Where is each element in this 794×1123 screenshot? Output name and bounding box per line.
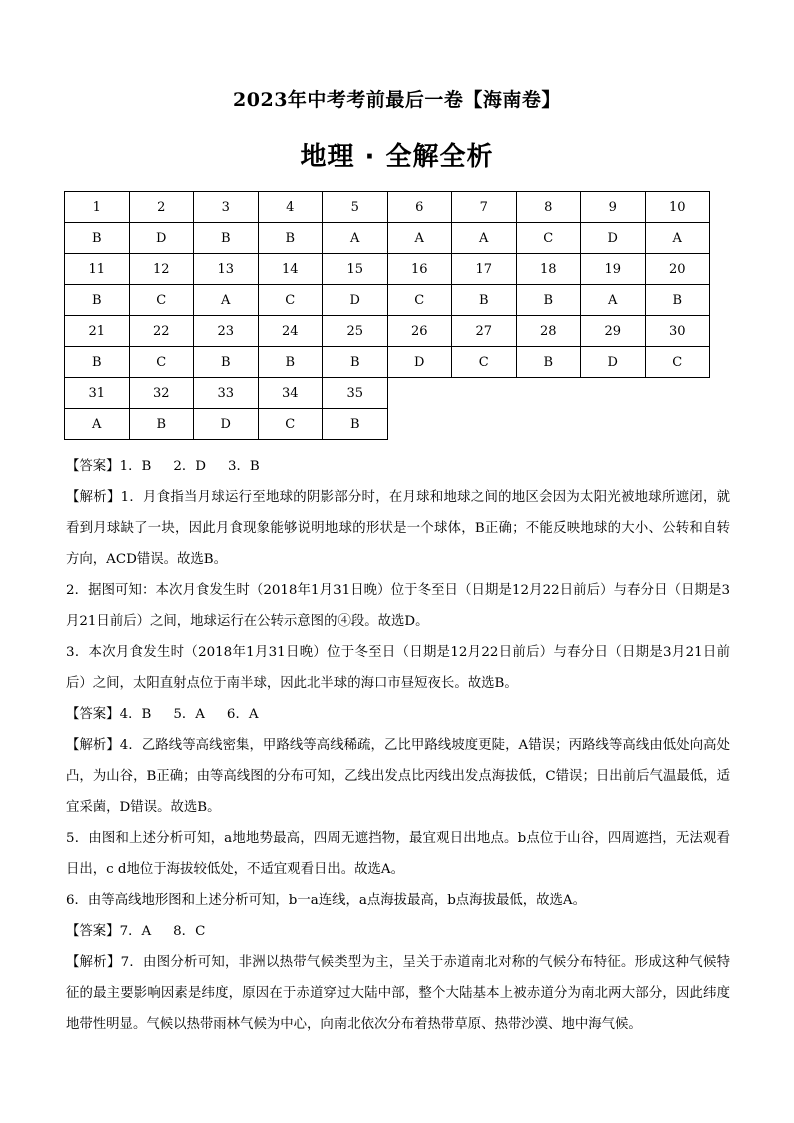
answer-cell: A: [645, 223, 710, 254]
empty-cell: [452, 378, 517, 409]
answer-cell: C: [258, 285, 323, 316]
question-number-cell: 19: [581, 254, 646, 285]
question-number-row: [65, 192, 710, 223]
answer-cell: D: [387, 347, 452, 378]
question-number-cell: 21: [65, 316, 130, 347]
answer-cell: C: [645, 347, 710, 378]
answer-line-2: [66, 699, 730, 730]
empty-cell: [581, 409, 646, 440]
answer-label: 【答案】: [66, 924, 120, 939]
question-number-cell: 4: [258, 192, 323, 223]
answer-cell: D: [129, 223, 194, 254]
answer-cell: B: [323, 409, 388, 440]
question-number-cell: 14: [258, 254, 323, 285]
answer-cell: D: [581, 347, 646, 378]
empty-cell: [387, 409, 452, 440]
question-number-cell: 28: [516, 316, 581, 347]
question-number-cell: 11: [65, 254, 130, 285]
question-number-cell: 7: [452, 192, 517, 223]
answer-cell: B: [516, 347, 581, 378]
question-number-cell: 10: [645, 192, 710, 223]
answer-cell: B: [258, 347, 323, 378]
answer-cell: B: [65, 347, 130, 378]
question-number-cell: 24: [258, 316, 323, 347]
answer-cell: A: [387, 223, 452, 254]
question-number-cell: 31: [65, 378, 130, 409]
answer-item: 4．B: [119, 707, 152, 722]
answer-item: 2．D: [173, 459, 206, 474]
question-number-cell: 8: [516, 192, 581, 223]
answer-cell: B: [65, 223, 130, 254]
answer-item: 5．A: [173, 707, 205, 722]
analysis-paragraph: 【解析】7．由图分析可知，非洲以热带气候类型为主，呈关于赤道南北对称的气候分布特征。形成这种气候特征的最主要影响因素是纬度，原因在于赤道穿过大陆中部，整个大陆基本上被赤道分为南北两大部分，因此纬度地带性明显。气候以热带雨林气候为中心，向南北依次分布着热带草原、热带沙漠、地中海气候。: [66, 955, 730, 1032]
question-number-row: [65, 254, 710, 285]
question-number-cell: 30: [645, 316, 710, 347]
page-title: 2023年中考考前最后一卷【海南卷】: [233, 89, 561, 111]
answer-cell: A: [581, 285, 646, 316]
analysis-paragraph: 2．据图可知：本次月食发生时（2018年1月31日晚）位于冬至日（日期是12月22日前后）与春分日（日期是3月21日前后）之间，地球运行在公转示意图的④段。故选D。: [66, 583, 730, 629]
question-number-cell: 2: [129, 192, 194, 223]
answer-cell: A: [452, 223, 517, 254]
answer-row: [65, 409, 710, 440]
question-number-cell: 26: [387, 316, 452, 347]
question-number-cell: 1: [65, 192, 130, 223]
question-number-cell: 5: [323, 192, 388, 223]
empty-cell: [645, 378, 710, 409]
answer-cell: B: [645, 285, 710, 316]
question-number-cell: 34: [258, 378, 323, 409]
answer-row: [65, 285, 710, 316]
analysis-paragraph: 6．由等高线地形图和上述分析可知，b一a连线，a点海拔最高，b点海拔最低，故选A。: [66, 893, 586, 908]
question-number-cell: 17: [452, 254, 517, 285]
answer-cell: D: [581, 223, 646, 254]
empty-cell: [581, 378, 646, 409]
analysis-paragraph: 【解析】4．乙路线等高线密集，甲路线等高线稀疏，乙比甲路线坡度更陡，A错误；丙路线等高线由低处向高处凸，为山谷，B正确；由等高线图的分布可知，乙线出发点比丙线出发点海拔低，C错误；日出前后气温最低，适宜采菌，D错误。故选B。: [66, 738, 730, 815]
question-number-cell: 33: [194, 378, 259, 409]
page-subtitle: 地理 · 全解全析: [300, 142, 494, 172]
answer-cell: C: [129, 347, 194, 378]
answer-label: 【答案】: [66, 459, 120, 474]
empty-cell: [645, 409, 710, 440]
answer-cell: D: [323, 285, 388, 316]
answer-item: 3．B: [227, 459, 260, 474]
question-number-cell: 35: [323, 378, 388, 409]
answer-cell: A: [323, 223, 388, 254]
answer-item: 8．C: [173, 924, 206, 939]
answer-row: [65, 347, 710, 378]
answer-cell: C: [129, 285, 194, 316]
empty-cell: [516, 409, 581, 440]
empty-cell: [452, 409, 517, 440]
analysis-paragraph: 3．本次月食发生时（2018年1月31日晚）位于冬至日（日期是12月22日前后）与春分日（日期是3月21日前后）之间，太阳直射点位于南半球，因此北半球的海口市昼短夜长。故选B。: [66, 645, 730, 691]
question-number-cell: 6: [387, 192, 452, 223]
answer-cell: B: [452, 285, 517, 316]
answer-item: 1．B: [119, 459, 152, 474]
question-number-cell: 16: [387, 254, 452, 285]
answer-item: 6．A: [226, 707, 259, 722]
answer-cell: B: [194, 347, 259, 378]
question-number-cell: 12: [129, 254, 194, 285]
question-number-cell: 3: [194, 192, 259, 223]
question-number-cell: 27: [452, 316, 517, 347]
answer-line-1: [66, 451, 730, 482]
answer-cell: A: [65, 409, 130, 440]
empty-cell: [387, 378, 452, 409]
question-number-cell: 23: [194, 316, 259, 347]
answer-label: 【答案】: [66, 707, 120, 722]
explanation-content: [66, 451, 730, 1040]
analysis-paragraph: 【解析】1．月食指当月球运行至地球的阴影部分时，在月球和地球之间的地区会因为太阳光被地球所遮闭，就看到月球缺了一块，因此月食现象能够说明地球的形状是一个球体，B正确；不能反映地球的大小、公转和自转方向，ACD错误。故选B。: [66, 490, 730, 567]
question-number-cell: 20: [645, 254, 710, 285]
answer-item: 7．A: [119, 924, 152, 939]
answer-cell: B: [258, 223, 323, 254]
analysis-paragraph: 5．由图和上述分析可知，a地地势最高，四周无遮挡物，最宜观日出地点。b点位于山谷，四周遮挡，无法观看日出，c d地位于海拔较低处，不适宜观看日出。故选A。: [66, 831, 730, 877]
answer-cell: C: [516, 223, 581, 254]
answer-cell: B: [194, 223, 259, 254]
answer-cell: D: [194, 409, 259, 440]
question-number-cell: 9: [581, 192, 646, 223]
answer-cell: B: [323, 347, 388, 378]
answer-cell: B: [65, 285, 130, 316]
answer-cell: B: [129, 409, 194, 440]
answer-row: [65, 223, 710, 254]
answer-cell: C: [452, 347, 517, 378]
answer-table: [64, 191, 710, 440]
question-number-cell: 13: [194, 254, 259, 285]
question-number-cell: 18: [516, 254, 581, 285]
question-number-cell: 22: [129, 316, 194, 347]
question-number-row: [65, 378, 710, 409]
question-number-row: [65, 316, 710, 347]
answer-cell: C: [387, 285, 452, 316]
answer-cell: B: [516, 285, 581, 316]
empty-cell: [516, 378, 581, 409]
answer-cell: C: [258, 409, 323, 440]
question-number-cell: 15: [323, 254, 388, 285]
question-number-cell: 25: [323, 316, 388, 347]
answer-cell: A: [194, 285, 259, 316]
question-number-cell: 29: [581, 316, 646, 347]
question-number-cell: 32: [129, 378, 194, 409]
answer-line-3: [66, 916, 730, 947]
